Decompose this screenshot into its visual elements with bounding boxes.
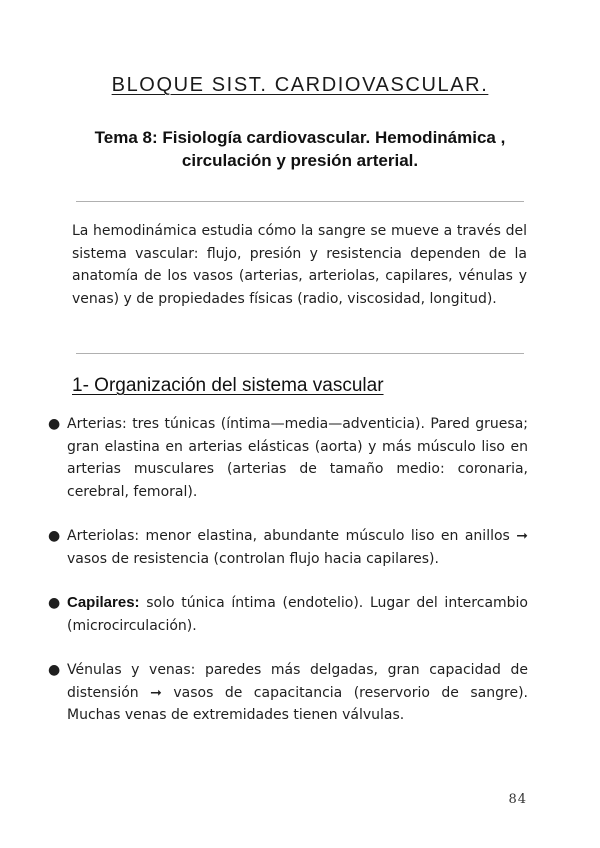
page-number: 84 bbox=[508, 792, 527, 807]
intro-paragraph: La hemodinámica estudia cómo la sangre se mueve a través del sistema vascular: flujo, presión y resistencia dependen de la anatomía de los vasos (arterias, arteriolas, capilares, vénulas y venas) y de propiedades físicas (radio, viscosidad, longitud). bbox=[72, 223, 527, 307]
list-item-arteriolas bbox=[48, 525, 528, 570]
section-heading: 1- Organización del sistema vascular bbox=[72, 375, 384, 396]
topic-title: Tema 8: Fisiología cardiovascular. Hemodinámica , circulación y presión arterial. bbox=[94, 128, 506, 170]
divider-bottom bbox=[76, 353, 524, 354]
list-item-body: solo túnica íntima (endotelio). Lugar del intercambio (microcirculación). bbox=[67, 595, 528, 634]
list-item-capilares bbox=[48, 592, 528, 637]
list-item-arterias bbox=[48, 413, 528, 503]
list-item-text bbox=[67, 592, 528, 637]
bullet-icon: ● bbox=[48, 416, 61, 432]
bullet-icon: ● bbox=[48, 662, 61, 678]
list-item-text bbox=[67, 413, 528, 503]
list-item-body: Vénulas y venas: paredes más delgadas, gran capacidad de distensión ➞ vasos de capacitancia (reservorio de sangre). Muchas venas de extremidades tienen válvulas. bbox=[67, 662, 528, 723]
bullet-icon: ● bbox=[48, 595, 61, 611]
list-item-body: Arteriolas: menor elastina, abundante músculo liso en anillos ➞ vasos de resistencia (controlan flujo hacia capilares). bbox=[67, 528, 528, 567]
list-item-text bbox=[67, 525, 528, 570]
page-title: BLOQUE SIST. CARDIOVASCULAR. bbox=[111, 74, 489, 96]
list-item-term: Capilares: bbox=[67, 594, 140, 611]
list-item-text bbox=[67, 659, 528, 727]
bullet-icon: ● bbox=[48, 528, 61, 544]
list-item-venulas-venas bbox=[48, 659, 528, 727]
list-item-body: Arterias: tres túnicas (íntima—media—adventicia). Pared gruesa; gran elastina en arterias elásticas (aorta) y más músculo liso en arterias musculares (arterias de tamaño medio: coronaria, cerebral, femoral). bbox=[67, 416, 528, 500]
bullet-list bbox=[48, 413, 528, 749]
divider-top bbox=[76, 201, 524, 202]
